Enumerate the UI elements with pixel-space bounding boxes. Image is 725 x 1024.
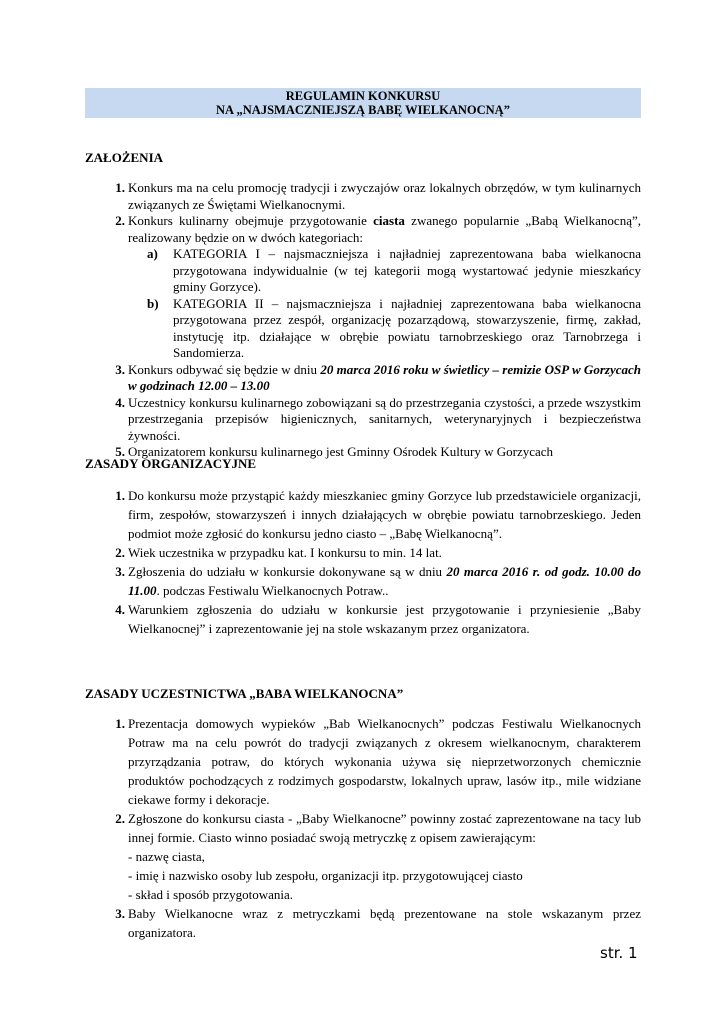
metryczka-point: - imię i nazwisko osoby lub zespołu, organizacji itp. przygotowującej ciasto — [128, 868, 523, 883]
section-heading-zalozenia: ZAŁOŻENIA — [85, 150, 164, 165]
section-list-zasady-uczestnictwa — [85, 714, 641, 942]
list-item: 5. Organizatorem konkursu kulinarnego jest Gminny Ośrodek Kultury w Gorzycach — [115, 444, 554, 459]
list-item: 3. Konkurs odbywać się będzie w dniu 20 marca 2016 roku w świetlicy – remizie OSP w Gorzycach w godzinach 12.00 – 13.00 — [115, 361, 641, 393]
list-item: 3. Zgłoszenia do udziału w konkursie dokonywane są w dniu 20 marca 2016 r. od godz. 10.00 do 11.00. podczas Festiwalu Wielkanocnych Potraw.. — [115, 564, 642, 598]
list-item: 2. Konkurs kulinarny obejmuje przygotowanie ciasta zwanego popularnie „Babą Wielkanocną”, realizowany będzie on w dwóch kategoriach: — [115, 213, 641, 245]
list-item: 2. Wiek uczestnika w przypadku kat. I konkursu to min. 14 lat. — [115, 545, 442, 560]
title-line-1: REGULAMIN KONKURSU — [285, 89, 441, 103]
list-item: 4. Uczestnicy konkursu kulinarnego zobowiązani są do przestrzegania czystości, a przede wszystkim przestrzegania przepisów higienicznych, sanitarnych, weterynaryjnych i bezpieczeństwa żywności. — [115, 394, 641, 443]
section-heading-zasady-organizacyjne: ZASADY ORGANIZACYJNE — [85, 456, 257, 471]
section-list-zasady-organizacyjne — [85, 486, 641, 638]
title-line-2: NA „NAJSMACZNIEJSZĄ BABĘ WIELKANOCNĄ” — [216, 103, 510, 117]
metryczka-point: - skład i sposób przygotowania. — [128, 887, 294, 902]
list-item: 1. Konkurs ma na celu promocję tradycji i zwyczajów oraz lokalnych obrzędów, w tym kulinarnych związanych ze Świętami Wielkanocnymi. — [115, 180, 641, 212]
sub-list-item: b) KATEGORIA II – najsmaczniejsza i najładniej zaprezentowana baba wielkanocna przygotowana przez zespół, organizację pozarządową, stowarzyszenie, firmę, zakład, instytucję itp. działające w obrębie powiatu tarnobrzeskiego oraz Tarnobrzega i Sandomierza. — [147, 295, 641, 360]
section-heading-zasady-uczestnictwa: ZASADY UCZESTNICTWA „BABA WIELKANOCNA” — [85, 686, 404, 701]
list-item: 1. Do konkursu może przystąpić każdy mieszkaniec gminy Gorzyce lub przedstawiciele organizacji, firm, zespołów, stowarzyszeń i innych działających w obrębie powiatu tarnobrzeskiego. Jeden podmiot może zgłosić do konkursu jedno ciasto – „Babę Wielkanocną”. — [115, 488, 641, 541]
list-item: 4. Warunkiem zgłoszenia do udziału w konkursie jest przygotowanie i przyniesienie „Baby Wielkanocnej” i zaprezentowanie jej na stole wskazanym przez organizatora. — [115, 602, 641, 636]
list-item: 1. Prezentacja domowych wypieków „Bab Wielkanocnych” podczas Festiwalu Wielkanocnych Potraw ma na celu powrót do tradycji związanych z okresem wielkanocnym, charakterem przyrządzania potraw, do których wykonania używa się nieprzetworzonych chemicznie produktów pochodzących z rodzimych gospodarstw, lokalnych upraw, lasów itp., mile widziane ciekawe formy i dekoracje. — [115, 716, 641, 807]
list-item: 2. Zgłoszone do konkursu ciasta - „Baby Wielkanocne” powinny zostać zaprezentowane na tacy lub innej formie. Ciasto winno posiadać swoją metryczkę z opisem zawierającym: - nazwę ciasta, - imię i nazwisko osoby lub zespołu, organizacji itp. przygotowującej ciasto - skład i sposób przygotowania. — [115, 811, 641, 902]
sub-list-item: a) KATEGORIA I – najsmaczniejsza i najładniej zaprezentowana baba wielkanocna przygotowana indywidualnie (w tej kategorii mogą wystartować jedynie mieszkańcy gminy Gorzyce). — [147, 246, 641, 294]
section-list-zalozenia — [85, 180, 641, 461]
page-number: str. 1 — [600, 944, 638, 962]
document-title — [85, 88, 641, 118]
metryczka-point: - nazwę ciasta, — [128, 849, 205, 864]
list-item: 3. Baby Wielkanocne wraz z metryczkami będą prezentowane na stole wskazanym przez organizatora. — [115, 906, 641, 940]
